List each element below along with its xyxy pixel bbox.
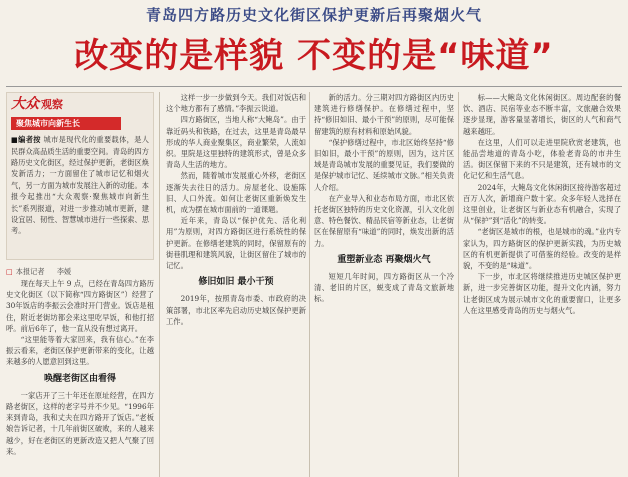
section-heading: 唤醒老街区由看得 <box>43 373 116 384</box>
article-kicker: 青岛四方路历史文化街区保护更新后再聚烟火气 <box>145 6 482 24</box>
series-name: 聚焦城市向新生长 <box>11 117 121 130</box>
paragraph: 2024年，大鲍岛文化休闲街区接待游客超过百万人次，新增商户数十家。众多年轻人选择在这里创业，让老街区与新业态有机融合，实现了从“保护”到“活化”的转变。 <box>463 182 621 226</box>
editor-note-text: 城市是现代化的重要载体，是人民群众高品质生活的重要空间。青岛的四方路历史文化街区，经过保护更新，老街区焕发新活力；一方面留住了城市记忆和烟火气，另一方面为城市发展注入新的动能。本报今起推出“大众观察·聚焦城市向新生长”系列报道，对进一步推动城市更新，建设宜居、韧性、智慧城市进行一些探索、思考。 <box>11 135 149 236</box>
byline <box>6 266 154 278</box>
paragraph: 标——大鲍岛文化休闲街区。周边配套的餐饮、酒店、民宿等业态不断丰富，文旅融合效果逐步显现，游客量显著增长，街区的人气和商气越来越旺。 <box>463 93 621 136</box>
paragraph: 四方路街区，当地人称“大鲍岛”。由于靠近码头和铁路，在过去，这里是青岛最早形成的华人商业聚集区，商业繁荣，人流如织。里院是这里独特的建筑形式，曾是众多青岛人生活的地方。 <box>166 115 306 170</box>
editor-label: ■编者按 <box>11 135 41 145</box>
column-3 <box>314 92 454 477</box>
series-brand <box>11 96 149 114</box>
paragraph: 近年来，青岛以“保护优先、活化利用”为原则，对四方路街区进行系统性的保护更新。在修缮老建筑的同时，保留原有的街巷肌理和建筑风貌，让街区留住了城市的记忆。 <box>166 216 306 271</box>
paragraph: 这样一步一步做到今天。我们对饭店和这个地方都有了感情。”李振云说道。 <box>166 93 306 114</box>
byline-mark: □ <box>6 267 13 276</box>
byline-label: 本报记者 <box>15 267 45 276</box>
paragraph: 新的活力。分三期对四方路街区内历史建筑进行修缮保护。在修缮过程中，坚持“修旧如旧、最小干预”的原则，尽可能保留建筑的原有材料和原始风貌。 <box>314 93 454 136</box>
column-divider <box>458 92 459 477</box>
headline-rule <box>6 86 622 87</box>
brand-main: 大众 <box>11 96 39 113</box>
column-divider <box>309 92 310 477</box>
paragraph: 现在每天上午 9 点，已经在青岛四方路历史文化街区（以下简称“四方路街区”）经营了30年饭店的李振云会准时开门营业。饭店是租住，附近老街坊都会来这里吃早饭，和他打招呼。前后6年了，他一直从没有想过离开。 <box>6 279 154 333</box>
paragraph: “老街区是城市的根，也是城市的魂。”业内专家认为，四方路街区的保护更新实践，为历史城区的有机更新提供了可借鉴的经验。改变的是样貌，不变的是“味道”。 <box>463 227 621 271</box>
column-2 <box>166 92 306 477</box>
column-4 <box>463 92 621 477</box>
paragraph: “保护修缮过程中，市北区始终坚持“修旧如旧，最小干预”的原则，因为，这片区域是青岛城市发展的重要见证，我们要做的是保护城市记忆、延续城市文脉。”相关负责人介绍。 <box>314 137 454 192</box>
brand-sub: 观察 <box>41 98 63 112</box>
paragraph: 在这里，人们可以走进里院欣赏老建筑，也能品尝地道的青岛小吃，体验老青岛的市井生活。街区保留下来的不只是建筑，还有城市的文化记忆和生活气息。 <box>463 137 621 181</box>
byline-name: 李媛 <box>56 267 72 276</box>
editor-note <box>11 134 149 237</box>
article-headline: 改变的是样貌 不变的是“味道” <box>74 36 554 76</box>
paragraph: 一家店开了三十年还在原址经营，在四方路老街区，这样的老字号并不少见。“1996年来到青岛，我和丈夫在四方路开了饭店。”老板娘告诉记者，十几年前街区破败，来的人越来越少，好在老街区的更新改造又把人气聚了回来。 <box>6 390 154 456</box>
paragraph: 在产业导入和业态布局方面，市北区依托老街区独特的历史文化资源，引入文化创意、特色餐饮、精品民宿等新业态，让老街区在保留原有“味道”的同时，焕发出新的活力。 <box>314 193 454 248</box>
section-heading: 重塑新业态 再聚烟火气 <box>337 254 431 265</box>
paragraph: 短短几年时间，四方路街区从一个冷清、老旧的片区，蜕变成了青岛文旅新地标。 <box>314 272 454 304</box>
editor-note-box <box>6 92 154 260</box>
paragraph: 2019年，按照青岛市委、市政府的决策部署，市北区率先启动历史城区保护更新工作。 <box>166 294 306 326</box>
paragraph: 下一步，市北区将继续推进历史城区保护更新，进一步完善街区功能，提升文化内涵，努力让老街区成为展示城市文化的重要窗口，让更多人在这里感受青岛的历史与烟火气。 <box>463 272 621 315</box>
paragraph: 然而，随着城市发展重心外移，老街区逐渐失去往日的活力。房屋老化、设施陈旧、人口外流。如何让老街区重新焕发生机，成为摆在城市面前的一道课题。 <box>166 171 306 215</box>
section-heading: 修旧如旧 最小干预 <box>198 277 274 288</box>
column-1 <box>6 92 154 477</box>
paragraph: “这里能等着大家回来，我有信心。”在李振云看来，老街区保护更新带来的变化，让越来越多的人愿意回到这里。 <box>6 335 154 367</box>
column-divider <box>159 92 160 477</box>
